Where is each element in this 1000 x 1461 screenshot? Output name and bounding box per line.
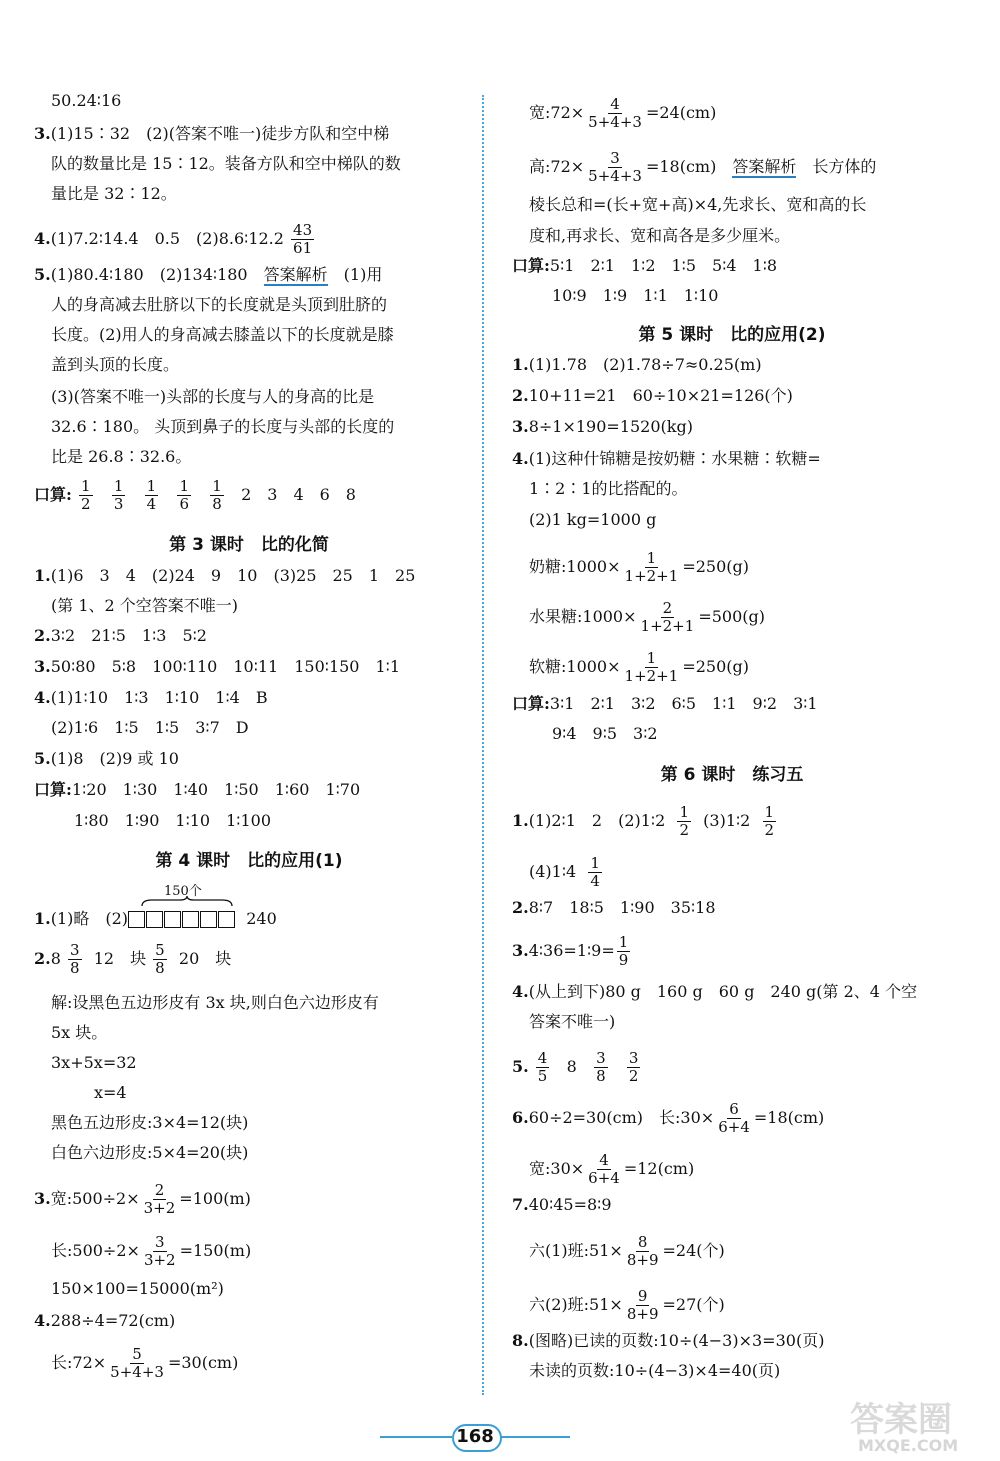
s4-q4 <box>34 1310 175 1332</box>
text: (4)1∶4 <box>529 862 577 881</box>
text: 4∶36=1∶9= <box>528 941 615 960</box>
fraction <box>627 1050 641 1085</box>
s6-q1 <box>512 804 778 839</box>
s6-q4 <box>512 981 917 1003</box>
denominator: 1+2+1 <box>624 567 679 585</box>
numerator: 4 <box>610 95 620 113</box>
formula-line <box>529 855 604 890</box>
text: (1)8 (2)9 或 10 <box>50 749 179 768</box>
numerator: 43 <box>293 221 313 239</box>
s6-q3 <box>512 934 632 969</box>
question-number: 1. <box>34 566 51 585</box>
s6-q7 <box>512 1194 612 1216</box>
numerator: 2 <box>662 599 673 617</box>
text: (1)1.78 (2)1.78÷7≈0.25(m) <box>528 355 762 374</box>
s5-q3 <box>512 416 693 438</box>
question-4 <box>34 222 316 257</box>
denominator: 5+4+3 <box>588 167 642 185</box>
text: (从上到下)80 g 160 g 60 g 240 g(第 2、4 个空 <box>528 982 918 1001</box>
text: 5∶1 2∶1 1∶2 1∶5 5∶4 1∶8 <box>549 256 778 275</box>
s6-q5 <box>512 1050 642 1085</box>
question-number: 3. <box>34 657 51 676</box>
page-rule-left <box>380 1436 452 1438</box>
denominator: 6+4 <box>588 1169 620 1187</box>
fraction <box>623 550 681 585</box>
formula-line <box>529 96 716 131</box>
fraction <box>177 478 191 513</box>
s4-q1 <box>34 908 277 930</box>
numerator: 1 <box>646 649 657 667</box>
text: 50∶80 5∶8 100∶110 10∶11 150∶150 1∶1 <box>50 657 401 676</box>
question-number: 2. <box>34 949 51 968</box>
section-heading-3: 第 3 课时 比的化简 <box>169 535 329 555</box>
question-5 <box>34 264 382 286</box>
text: (1)2∶1 2 (2)1∶2 <box>528 811 666 830</box>
oral-calc-label: 口算: <box>34 780 72 799</box>
fraction <box>586 150 644 185</box>
s5-q1 <box>512 354 762 376</box>
fraction <box>145 478 159 513</box>
text: 8∶7 18∶5 1∶90 35∶18 <box>528 898 716 917</box>
text-line: 度和,再求长、宽和高各是多少厘米。 <box>529 226 791 245</box>
section-heading-5: 第 5 课时 比的应用(2) <box>638 325 826 345</box>
question-number: 3. <box>34 124 51 143</box>
text: 40∶45=8∶9 <box>528 1195 612 1214</box>
text: 高:72× <box>529 157 585 176</box>
formula-line <box>51 1346 238 1381</box>
question-number: 4. <box>512 449 529 468</box>
text-line: 1∶80 1∶90 1∶10 1∶100 <box>74 811 271 830</box>
text-line: 白色六边形皮:5×4=20(块) <box>51 1143 249 1162</box>
text: 宽:72× <box>529 103 585 122</box>
question-number: 5. <box>512 1057 529 1076</box>
numerator: 1 <box>81 477 91 495</box>
fraction <box>112 478 126 513</box>
denominator: 3+2 <box>143 1251 176 1269</box>
question-number: 4. <box>34 229 51 248</box>
denominator: 6 <box>179 495 189 513</box>
text-line: 5x 块。 <box>51 1023 108 1042</box>
text: 宽:500÷2× <box>50 1189 140 1208</box>
oral-calc-label: 口算: <box>512 694 550 713</box>
numerator: 4 <box>599 1151 609 1169</box>
s3-q2 <box>34 625 207 647</box>
text: (1)1∶10 1∶3 1∶10 1∶4 B <box>50 688 268 707</box>
text: 长方体的 <box>812 157 877 176</box>
text-line: 1∶2∶1的比搭配的。 <box>529 479 688 498</box>
text: 20 块 <box>178 949 232 968</box>
section-heading-6: 第 6 课时 练习五 <box>660 765 804 785</box>
s6-q6 <box>512 1101 824 1136</box>
numerator: 1 <box>646 549 657 567</box>
denominator: 1+2+1 <box>640 617 695 635</box>
text-line: (2)1 kg=1000 g <box>529 510 657 529</box>
text-line: 9∶4 9∶5 3∶2 <box>552 724 658 743</box>
numerator: 1 <box>179 477 189 495</box>
text: =500(g) <box>698 607 765 626</box>
formula-line <box>529 1288 725 1323</box>
denominator: 3 <box>113 495 124 513</box>
question-number: 7. <box>512 1195 529 1214</box>
text: =24(个) <box>662 1241 725 1260</box>
brace-label: 150个 <box>164 884 202 899</box>
question-number: 8. <box>512 1331 529 1350</box>
oral-calc-label: 口算: <box>512 256 550 275</box>
text-line: 150×100=15000(m²) <box>51 1279 224 1298</box>
fraction <box>677 804 691 839</box>
text: =12(cm) <box>623 1159 695 1178</box>
text: =250(g) <box>682 557 749 576</box>
question-number: 4. <box>34 1311 51 1330</box>
text: 六(1)班:51× <box>529 1241 623 1260</box>
text-line: 比是 26.8∶32.6。 <box>51 447 192 466</box>
numerator: 3 <box>69 941 80 959</box>
text-line: 黑色五边形皮:3×4=12(块) <box>51 1113 249 1132</box>
numerator: 3 <box>610 149 620 167</box>
fraction <box>639 600 697 635</box>
denominator: 9 <box>618 951 629 969</box>
question-number: 3. <box>512 417 529 436</box>
text-line: 人的身高减去肚脐以下的长度就是头顶到肚脐的 <box>51 295 388 314</box>
formula-line <box>529 150 876 185</box>
text-line: 10∶9 1∶9 1∶1 1∶10 <box>552 286 719 305</box>
denominator: 8 <box>155 959 165 977</box>
text: =250(g) <box>682 657 749 676</box>
text: 240 <box>246 909 277 928</box>
oral-calc <box>512 255 777 277</box>
question-number: 6. <box>512 1108 529 1127</box>
text: 288÷4=72(cm) <box>50 1311 176 1330</box>
brace-icon <box>140 896 234 908</box>
text-line: 长度。(2)用人的身高减去膝盖以下的长度就是膝 <box>51 325 394 344</box>
denominator: 8 <box>212 495 222 513</box>
text: 3∶1 2∶1 3∶2 6∶5 1∶1 9∶2 3∶1 <box>549 694 818 713</box>
text: (1)6 3 4 (2)24 9 10 (3)25 25 1 25 <box>50 566 416 585</box>
numerator: 3 <box>628 1049 639 1067</box>
text: =27(个) <box>662 1295 725 1314</box>
fraction <box>79 478 93 513</box>
text: 3∶2 21∶5 1∶3 5∶2 <box>50 626 207 645</box>
text: =18(cm) <box>645 157 717 176</box>
fraction <box>291 222 314 257</box>
text: 1∶20 1∶30 1∶40 1∶50 1∶60 1∶70 <box>71 780 361 799</box>
text: 8÷1×190=1520(kg) <box>528 417 693 436</box>
text-line: 解:设黑色五边形皮有 3x 块,则白色六边形皮有 <box>51 993 379 1012</box>
text: =100(m) <box>179 1189 251 1208</box>
answer-analysis-tag: 答案解析 <box>263 265 328 284</box>
fraction <box>588 855 602 890</box>
text: 60÷2=30(cm) 长:30× <box>528 1108 715 1127</box>
s3-q4 <box>34 687 268 709</box>
denominator: 2 <box>81 495 91 513</box>
fraction <box>623 650 681 685</box>
oral-calc <box>34 478 356 513</box>
text: (1)略 (2) <box>50 909 129 928</box>
text-line: 答案不唯一) <box>529 1012 616 1031</box>
text-line: 50.24∶16 <box>51 91 122 110</box>
oral-calc <box>34 779 360 801</box>
text: (图略)已读的页数:10÷(4−3)×3=30(页) <box>528 1331 825 1350</box>
question-3 <box>34 123 389 145</box>
text: =18(cm) <box>753 1108 825 1127</box>
formula-line <box>529 600 765 635</box>
text: 8 <box>566 1057 577 1076</box>
fraction <box>153 942 167 977</box>
question-number: 4. <box>34 688 51 707</box>
numerator: 6 <box>729 1100 739 1118</box>
text: =30(cm) <box>167 1353 239 1372</box>
question-number: 1. <box>512 811 529 830</box>
numerator: 1 <box>679 803 689 821</box>
text: =150(m) <box>179 1241 252 1260</box>
fraction <box>536 1050 550 1085</box>
watermark-url: MXQE.COM <box>858 1436 959 1455</box>
answer-analysis-tag: 答案解析 <box>732 157 797 176</box>
numerator: 5 <box>132 1345 142 1363</box>
denominator: 4 <box>590 872 600 890</box>
denominator: 2 <box>764 821 775 839</box>
text-line: 棱长总和=(长+宽+高)×4,先求长、宽和高的长 <box>529 195 867 214</box>
section-heading-4: 第 4 课时 比的应用(1) <box>155 851 343 871</box>
s4-q3 <box>34 1182 251 1217</box>
text: 长:72× <box>51 1353 107 1372</box>
fraction <box>716 1101 752 1136</box>
fraction <box>108 1346 166 1381</box>
text: 8 <box>50 949 61 968</box>
question-number: 1. <box>34 909 51 928</box>
text-line: 盖到头顶的长度。 <box>51 355 180 374</box>
s3-q1 <box>34 565 415 587</box>
denominator: 3+2 <box>143 1199 176 1217</box>
denominator: 8+9 <box>626 1305 659 1323</box>
text: (1)15∶32 (2)(答案不唯一)徒步方队和空中梯 <box>50 124 390 143</box>
fraction <box>594 1050 608 1085</box>
denominator: 8+9 <box>626 1251 659 1269</box>
numerator: 1 <box>764 803 775 821</box>
fraction <box>586 96 644 131</box>
fraction <box>68 942 82 977</box>
text: 12 块 <box>93 949 147 968</box>
oral-calc <box>512 693 818 715</box>
question-number: 4. <box>512 982 529 1001</box>
fraction <box>763 804 777 839</box>
question-number: 2. <box>512 386 529 405</box>
denominator: 2 <box>679 821 689 839</box>
question-number: 2. <box>512 898 529 917</box>
equation: 3x+5x=32 <box>51 1053 137 1072</box>
numerator: 9 <box>637 1287 648 1305</box>
text: 水果糖:1000× <box>529 607 637 626</box>
numerator: 1 <box>590 854 600 872</box>
s3-q3 <box>34 656 400 678</box>
text-line: (3)(答案不唯一)头部的长度与人的身高的比是 <box>51 387 375 406</box>
text: 宽:30× <box>529 1159 585 1178</box>
formula-line <box>529 650 749 685</box>
fraction <box>210 478 224 513</box>
denominator: 2 <box>628 1067 639 1085</box>
fraction <box>142 1182 178 1217</box>
numerator: 1 <box>146 477 157 495</box>
text: 10+11=21 60÷10×21=126(个) <box>528 386 793 405</box>
text-line: 量比是 32∶12。 <box>51 184 177 203</box>
fraction <box>586 1152 622 1187</box>
denominator: 5 <box>537 1067 548 1085</box>
numerator: 3 <box>596 1049 606 1067</box>
text-line: 未读的页数:10÷(4−3)×4=40(页) <box>529 1361 781 1380</box>
page-rule-right <box>498 1436 570 1438</box>
text-line: (第 1、2 个空答案不唯一) <box>51 596 239 615</box>
numerator: 8 <box>637 1233 648 1251</box>
numerator: 3 <box>154 1233 165 1251</box>
fraction <box>625 1288 661 1323</box>
denominator: 5+4+3 <box>110 1363 164 1381</box>
formula-line <box>529 1152 694 1187</box>
column-divider <box>482 95 484 1395</box>
numerator: 5 <box>155 941 165 959</box>
fraction <box>617 934 631 969</box>
equation: x=4 <box>94 1083 127 1102</box>
watermark-logo: 答案圈 <box>850 1400 952 1440</box>
numerator: 1 <box>618 933 629 951</box>
text: (1)用 <box>343 265 383 284</box>
s6-q2 <box>512 897 716 919</box>
formula-line <box>51 1234 251 1269</box>
text-line: 队的数量比是 15∶12。装备方队和空中梯队的数 <box>51 154 401 173</box>
text: 软糖:1000× <box>529 657 621 676</box>
denominator: 4 <box>146 495 157 513</box>
denominator: 8 <box>596 1067 606 1085</box>
fraction <box>142 1234 178 1269</box>
text: =24(cm) <box>645 103 717 122</box>
text-line: (2)1∶6 1∶5 1∶5 3∶7 D <box>51 718 249 737</box>
text: (1)80.4∶180 (2)134∶180 <box>50 265 248 284</box>
denominator: 61 <box>293 239 313 257</box>
s4-q2 <box>34 942 231 977</box>
question-number: 5. <box>34 749 51 768</box>
text: 奶糖:1000× <box>529 557 621 576</box>
s5-q2 <box>512 385 793 407</box>
numerator: 4 <box>537 1049 548 1067</box>
question-number: 1. <box>512 355 529 374</box>
question-number: 3. <box>34 1189 51 1208</box>
text: (3)1∶2 <box>703 811 751 830</box>
text-line: 32.6∶180。 头顶到鼻子的长度与头部的长度的 <box>51 417 395 436</box>
text: 长:500÷2× <box>51 1241 140 1260</box>
oral-calc-label: 口算: <box>34 485 72 504</box>
numerator: 1 <box>113 477 124 495</box>
text: (1)这种什锦糖是按奶糖∶水果糖∶软糖= <box>528 449 821 468</box>
text: 2 3 4 6 8 <box>241 485 356 504</box>
box-diagram <box>128 909 236 928</box>
s6-q8 <box>512 1330 824 1352</box>
formula-line <box>529 550 749 585</box>
formula-line <box>529 1234 725 1269</box>
question-number: 3. <box>512 941 529 960</box>
denominator: 8 <box>69 959 80 977</box>
s3-q5 <box>34 748 179 770</box>
text: (1)7.2∶14.4 0.5 (2)8.6∶12.2 <box>50 229 284 248</box>
numerator: 1 <box>212 477 222 495</box>
numerator: 2 <box>154 1181 165 1199</box>
denominator: 6+4 <box>718 1118 750 1136</box>
question-number: 2. <box>34 626 51 645</box>
text: 六(2)班:51× <box>529 1295 623 1314</box>
s5-q4 <box>512 448 821 470</box>
fraction <box>625 1234 661 1269</box>
page-number: 168 <box>456 1426 494 1447</box>
denominator: 1+2+1 <box>624 667 679 685</box>
denominator: 5+4+3 <box>588 113 642 131</box>
question-number: 5. <box>34 265 51 284</box>
